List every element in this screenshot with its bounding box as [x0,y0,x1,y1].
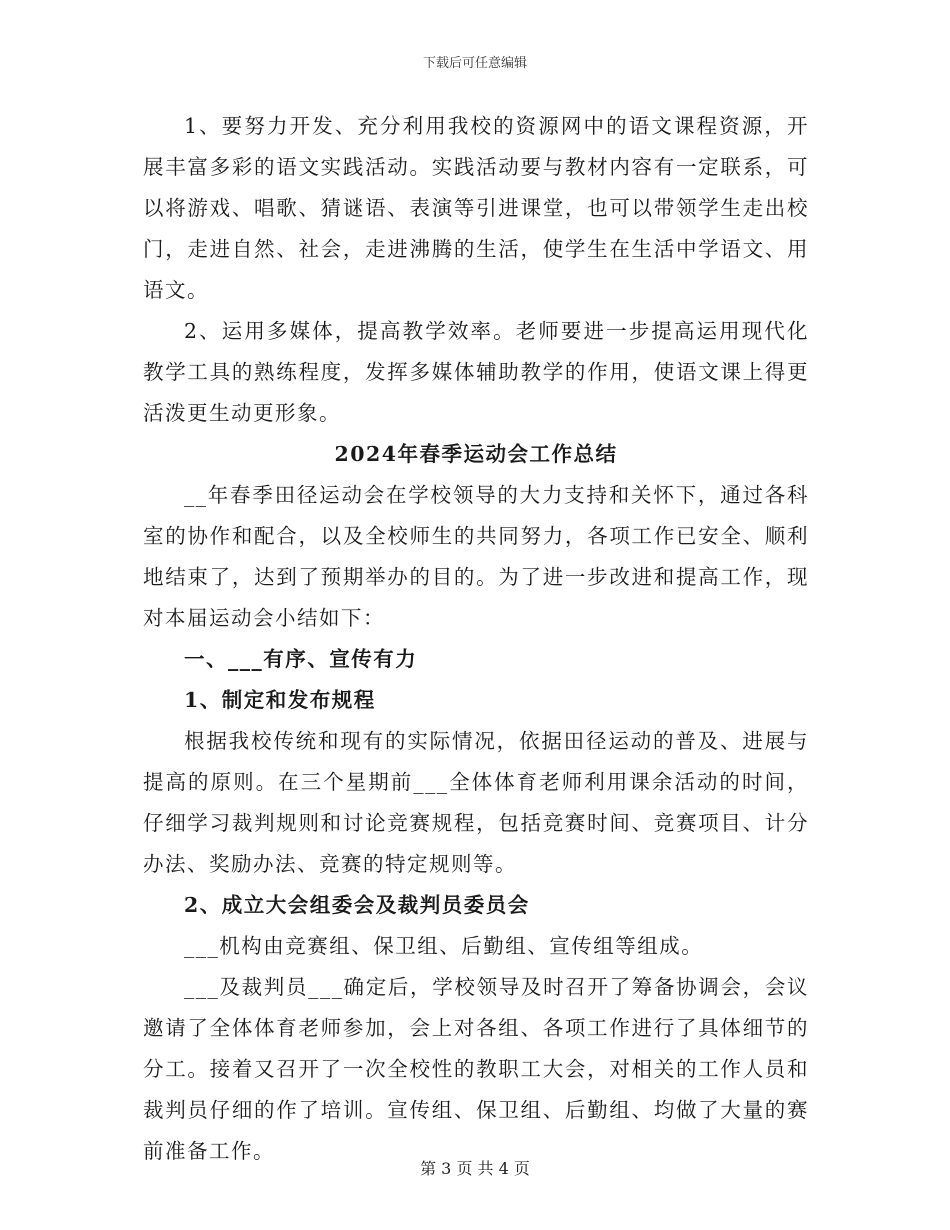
section-heading-organization: 一、___有序、宣传有力 [184,647,418,671]
subheading-rules: 1、制定和发布规程 [184,688,376,712]
document-body [143,106,809,1172]
paragraph-multimedia: 2、运用多媒体，提高教学效率。老师要进一步提高运用现代化教学工具的熟练程度，发挥多媒体辅助教学的作用，使语文课上得更活泼更生动更形象。 [143,319,809,425]
document-title: 2024年春季运动会工作总结 [334,442,618,466]
paragraph-committee-meeting: ___及裁判员___确定后，学校领导及时召开了筹备协调会，会议邀请了全体体育老师参加，会上对各组、各项工作进行了具体细节的分工。接着又召开了一次全校性的教职工大会，对相关的工作人员和裁判员仔细的作了培训。宣传组、保卫组、后勤组、均做了大量的赛前准备工作。 [143,975,809,1163]
paragraph-committee-groups: ___机构由竞赛组、保卫组、后勤组、宣传组等组成。 [184,934,704,958]
subheading-committee: 2、成立大会组委会及裁判员委员会 [184,893,530,917]
paragraph-resources: 1、要努力开发、充分利用我校的资源网中的语文课程资源，开展丰富多彩的语文实践活动。实践活动要与教材内容有一定联系，可以将游戏、唱歌、猜谜语、表演等引进课堂，也可以带领学生走出校门，走进自然、社会，走进沸腾的生活，使学生在生活中学语文、用语文。 [143,114,809,302]
paragraph-rules: 根据我校传统和现有的实际情况，依据田径运动的普及、进展与提高的原则。在三个星期前___全体体育老师利用课余活动的时间，仔细学习裁判规则和讨论竞赛规程，包括竞赛时间、竞赛项目、计分办法、奖励办法、竞赛的特定规则等。 [143,729,809,876]
paragraph-intro: __年春季田径运动会在学校领导的大力支持和关怀下，通过各科室的协作和配合，以及全校师生的共同努力，各项工作已安全、顺利地结束了，达到了预期举办的目的。为了进一步改进和提高工作，现对本届运动会小结如下： [143,483,809,630]
page-header: 下载后可任意编辑 [422,56,527,71]
page-number: 第 3 页 共 4 页 [420,1159,530,1178]
